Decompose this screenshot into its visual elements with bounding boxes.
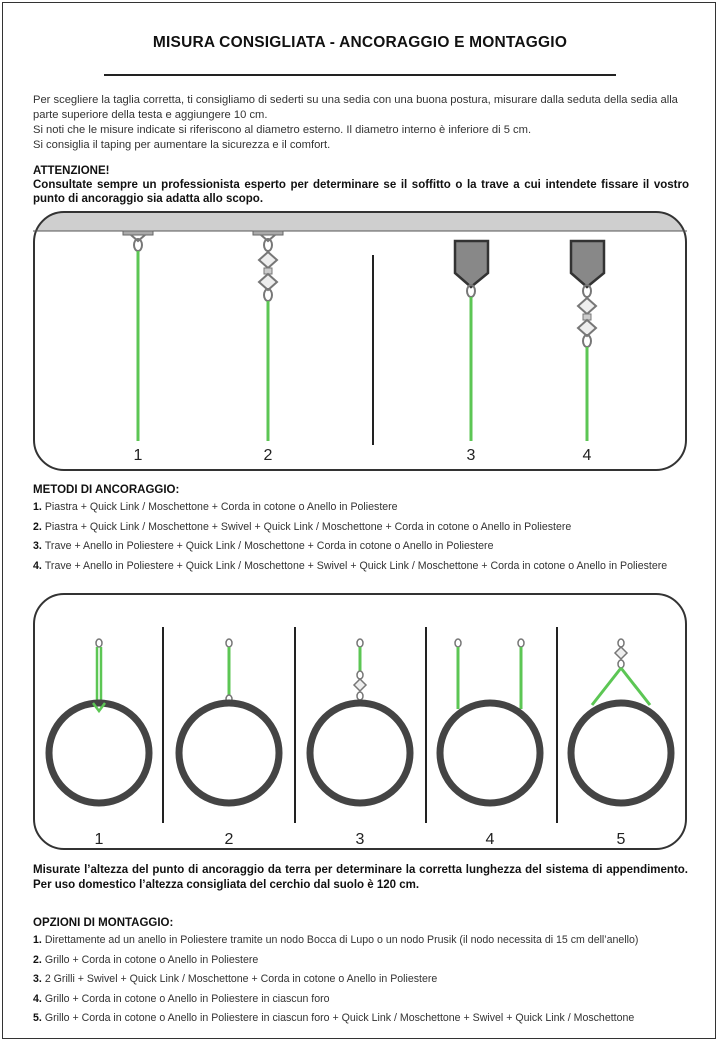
mount-label-5: 5 [616,831,626,848]
list-item: 3. 2 Grilli + Swivel + Quick Link / Moschettone + Corda in cotone o Anello in Poliestere [33,973,438,985]
page-title: MISURA CONSIGLIATA - ANCORAGGIO E MONTAGGIO [152,34,568,51]
list-item: 3. Trave + Anello in Poliestere + Quick Link / Moschettone + Corda in cotone o Anello in Poliestere [33,540,494,552]
list-item: 1. Direttamente ad un anello in Poliestere tramite un nodo Bocca di Lupo o un nodo Prusik (il nodo necessita di 15 cm dell’anello) [33,934,639,946]
mount-option-3-hoop [310,639,410,803]
anchor-methods-list [33,498,703,576]
intro-text [33,93,693,153]
intro-line: Si noti che le misure indicate si riferiscono al diametro esterno. Il diametro interno è inferiore di 5 cm. [33,124,532,136]
anchor-methods-heading: METODI DI ANCORAGGIO: [33,484,180,496]
list-item: 2. Grillo + Corda in cotone o Anello in Poliestere [33,953,259,966]
mount-option-2-hoop [179,639,279,803]
mount-option-1-hoop [49,639,149,803]
method-1-plate-icon [123,231,153,441]
warning-heading: ATTENZIONE! [33,165,110,177]
method-4-beam-icon [571,241,604,441]
mount-label-2: 2 [224,831,234,848]
list-item: 1. Piastra + Quick Link / Moschettone + Corda in cotone o Anello in Poliestere [33,501,398,513]
measure-note: Misurate l’altezza del punto di ancoraggio da terra per determinare la corretta lunghezza del sistema di appendimento. Per uso domestico l’altezza consigliata del cerchio dal suolo è 120 cm. [33,864,688,891]
mounting-diagram [33,593,687,850]
ceiling [33,211,687,231]
mount-option-4-hoop [440,639,540,803]
anchoring-diagram [33,211,687,471]
list-item: 2. Piastra + Quick Link / Moschettone + Swivel + Quick Link / Moschettone + Corda in cotone o Anello in Poliestere [33,520,572,533]
anchor-label-3: 3 [466,447,476,464]
mount-label-1: 1 [94,831,104,848]
anchor-label-4: 4 [582,447,592,464]
mount-option-5-hoop [571,639,671,803]
anchor-label-1: 1 [133,447,143,464]
mounting-frame [34,594,686,849]
warning-text: Consultate sempre un professionista esperto per determinare se il soffitto o la trave a cui intendete fissare il vostro punto di ancoraggio sia adatta allo scopo. [33,179,689,205]
mount-label-4: 4 [485,831,495,848]
anchor-label-2: 2 [263,447,273,464]
method-2-plate-icon [253,231,283,441]
mount-options-heading: OPZIONI DI MONTAGGIO: [33,917,174,929]
title-divider [104,74,616,76]
intro-line: Si consiglia il taping per aumentare la sicurezza e il comfort. [33,139,331,151]
list-item: 4. Trave + Anello in Poliestere + Quick Link / Moschettone + Swivel + Quick Link / Moschettone + Corda in cotone o Anello in Poliestere [33,559,668,572]
intro-line: Per scegliere la taglia corretta, ti consigliamo di sederti su una sedia con una buona postura, misurare dalla seduta della sedia alla parte superiore della testa e aggiungere 10 cm. [33,94,678,121]
mount-options-list [33,931,703,1029]
warning-block [33,164,689,206]
list-item: 5. Grillo + Corda in cotone o Anello in Poliestere in ciascun foro + Quick Link / Moschettone + Swivel + Quick Link / Moschettone [33,1012,635,1024]
list-item: 4. Grillo + Corda in cotone o Anello in Poliestere in ciascun foro [33,992,330,1005]
mount-label-3: 3 [355,831,365,848]
method-3-beam-icon [455,241,488,441]
